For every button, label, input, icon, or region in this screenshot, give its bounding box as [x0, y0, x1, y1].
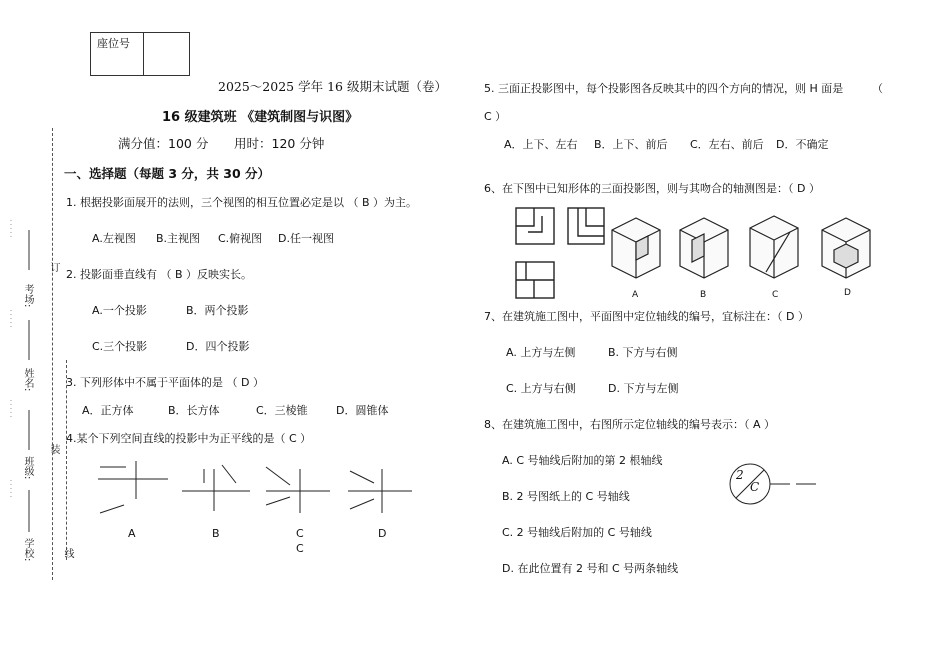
q5-stem-line1: 5. 三面正投影图中，每个投影图各反映其中的四个方向的情况，则 H 面是 — [484, 82, 844, 95]
q2-option-d: D．四个投影 — [186, 340, 250, 353]
time-label: 用时：120 分钟 — [234, 136, 325, 151]
q6-three-view — [514, 206, 614, 306]
q7-option-d: D. 下方与左侧 — [608, 382, 679, 395]
q3-option-c: C．三棱锥 — [256, 404, 308, 417]
q3-option-d: D．圆锥体 — [336, 404, 389, 417]
seat-number-box — [90, 32, 190, 76]
q7-option-c: C. 上方与右侧 — [506, 382, 576, 395]
q4-label-extra: C — [296, 542, 304, 555]
exam-room-label: 考场: — [22, 284, 33, 308]
binding-xian: 线 — [62, 548, 73, 558]
q1-stem: 1. 根据投影面展开的法则，三个视图的相互位置必定是以 （ B ）为主。 — [66, 196, 418, 209]
q4-label-d: D — [378, 527, 387, 540]
q3-option-b: B．长方体 — [168, 404, 220, 417]
q2-option-c: C.三个投影 — [92, 340, 148, 353]
q6-label-d: D — [844, 288, 851, 298]
q5-option-b: B．上下、前后 — [594, 138, 668, 151]
binding-blanks — [8, 20, 48, 580]
q7-option-a: A. 上方与左侧 — [506, 346, 576, 359]
exam-title: 2025～2025 学年 16 级期末试题（卷） — [218, 79, 447, 94]
q8-option-a: A. C 号轴线后附加的第 2 根轴线 — [502, 454, 663, 467]
axis-symbol-number: 2 — [736, 468, 744, 482]
q5-option-a: A．上下、左右 — [504, 138, 578, 151]
axis-symbol-letter: C — [750, 480, 760, 494]
class-label: 班级: — [22, 456, 33, 480]
q7-option-b: B. 下方与右侧 — [608, 346, 678, 359]
q6-axonometric-figures — [608, 210, 878, 290]
q2-option-b: B．两个投影 — [186, 304, 249, 317]
binding-ding: 订 — [48, 262, 59, 272]
q1-option-d: D.任一视图 — [278, 232, 334, 245]
binding-zhuang: 装 — [48, 444, 59, 454]
q2-stem: 2. 投影面垂直线有 （ B ）反映实长。 — [66, 268, 253, 281]
q5-paren: （ — [872, 82, 883, 95]
q5-option-c: C．左右、前后 — [690, 138, 764, 151]
section-title: 一、选择题（每题 3 分，共 30 分） — [64, 166, 271, 181]
q1-option-a: A.左视图 — [92, 232, 136, 245]
q1-option-b: B.主视图 — [156, 232, 201, 245]
score-label: 满分值：100 分 — [118, 136, 209, 151]
name-label: 姓名: — [22, 368, 33, 392]
q6-stem: 6、在下图中已知形体的三面投影图，则与其吻合的轴测图是：（ D ） — [484, 182, 820, 195]
seat-label: 座位号 — [97, 37, 130, 50]
q8-option-b: B. 2 号图纸上的 C 号轴线 — [502, 490, 630, 503]
q7-stem: 7、在建筑施工图中，平面图中定位轴线的编号，宜标注在：（ D ） — [484, 310, 809, 323]
q6-label-a: A — [632, 290, 639, 300]
q3-stem: 3. 下列形体中不属于平面体的是 （ D ） — [66, 376, 264, 389]
q8-option-c: C. 2 号轴线后附加的 C 号轴线 — [502, 526, 652, 539]
q4-label-b: B — [212, 527, 220, 540]
binding-line — [52, 128, 53, 580]
school-label: 学校: — [22, 538, 33, 562]
q2-option-a: A.一个投影 — [92, 304, 147, 317]
q4-stem: 4.某个下列空间直线的投影中为正平线的是（ C ） — [66, 432, 312, 445]
q1-option-c: C.俯视图 — [218, 232, 263, 245]
q5-stem-line2: C ） — [484, 110, 507, 123]
q8-option-d: D. 在此位置有 2 号和 C 号两条轴线 — [502, 562, 679, 575]
q4-label-a: A — [128, 527, 136, 540]
seat-label-cell — [91, 33, 144, 75]
q6-label-b: B — [700, 290, 707, 300]
q6-label-c: C — [772, 290, 779, 300]
q4-line-figures — [90, 455, 420, 525]
binding-line-inner — [66, 360, 67, 560]
q8-stem: 8、在建筑施工图中，右图所示定位轴线的编号表示：（ A ） — [484, 418, 776, 431]
class-title: 16 级建筑班 《建筑制图与识图》 — [162, 110, 359, 125]
q5-option-d: D．不确定 — [776, 138, 829, 151]
q3-option-a: A．正方体 — [82, 404, 134, 417]
q4-label-c: C — [296, 527, 304, 540]
